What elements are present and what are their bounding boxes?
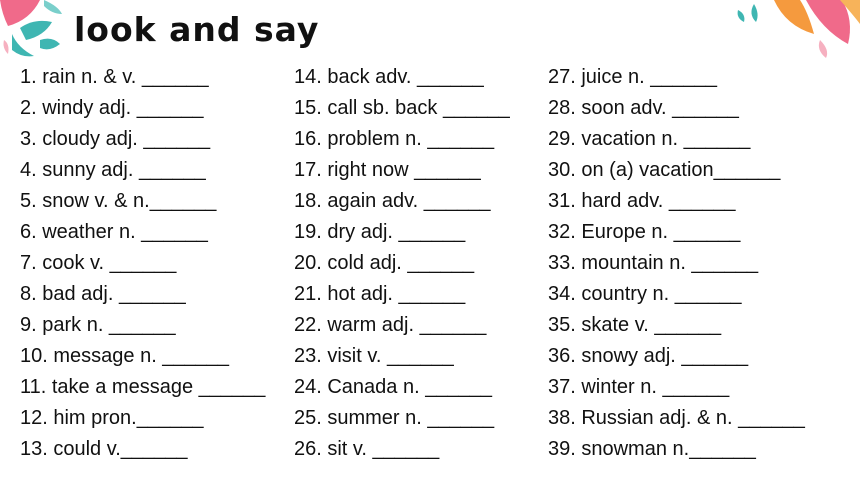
vocab-item: 38. Russian adj. & n. ______ <box>548 407 805 429</box>
vocab-item: 24. Canada n. ______ <box>294 376 492 398</box>
vocab-item: 23. visit v. ______ <box>294 345 454 367</box>
vocab-item: 19. dry adj. ______ <box>294 221 466 243</box>
vocab-column-2 <box>294 64 510 467</box>
vocab-item: 32. Europe n. ______ <box>548 221 741 243</box>
vocab-item: 36. snowy adj. ______ <box>548 345 749 367</box>
vocab-item: 37. winter n. ______ <box>548 376 730 398</box>
vocab-item: 15. call sb. back ______ <box>294 97 510 119</box>
leaf-decoration-top-right <box>730 0 860 60</box>
page-title: look and say <box>74 10 320 49</box>
vocab-item: 30. on (a) vacation______ <box>548 159 781 181</box>
vocab-item: 34. country n. ______ <box>548 283 742 305</box>
vocab-column-3 <box>548 64 805 467</box>
vocab-item: 17. right now ______ <box>294 159 481 181</box>
vocab-item: 16. problem n. ______ <box>294 128 495 150</box>
vocab-item: 13. could v.______ <box>20 438 188 460</box>
vocab-item: 12. him pron.______ <box>20 407 204 429</box>
vocab-item: 5. snow v. & n.______ <box>20 190 217 212</box>
vocab-item: 1. rain n. & v. ______ <box>20 66 209 88</box>
vocab-column-1 <box>20 64 265 467</box>
vocab-item: 28. soon adv. ______ <box>548 97 739 119</box>
vocab-item: 25. summer n. ______ <box>294 407 495 429</box>
vocab-item: 22. warm adj. ______ <box>294 314 487 336</box>
vocab-item: 29. vacation n. ______ <box>548 128 751 150</box>
vocab-item: 10. message n. ______ <box>20 345 230 367</box>
leaf-decoration-top-left <box>0 0 80 70</box>
vocab-item: 39. snowman n.______ <box>548 438 756 460</box>
vocab-item: 35. skate v. ______ <box>548 314 722 336</box>
vocab-item: 20. cold adj. ______ <box>294 252 475 274</box>
vocab-item: 33. mountain n. ______ <box>548 252 759 274</box>
vocab-item: 8. bad adj. ______ <box>20 283 186 305</box>
vocab-item: 11. take a message ______ <box>20 376 266 398</box>
vocab-item: 31. hard adv. ______ <box>548 190 736 212</box>
vocab-item: 27. juice n. ______ <box>548 66 718 88</box>
vocab-item: 14. back adv. ______ <box>294 66 484 88</box>
vocab-item: 21. hot adj. ______ <box>294 283 466 305</box>
vocab-item: 3. cloudy adj. ______ <box>20 128 211 150</box>
vocab-item: 7. cook v. ______ <box>20 252 177 274</box>
vocab-item: 6. weather n. ______ <box>20 221 208 243</box>
vocab-item: 26. sit v. ______ <box>294 438 440 460</box>
vocab-item: 4. sunny adj. ______ <box>20 159 206 181</box>
vocab-item: 9. park n. ______ <box>20 314 176 336</box>
vocab-item: 18. again adv. ______ <box>294 190 491 212</box>
vocab-item: 2. windy adj. ______ <box>20 97 204 119</box>
